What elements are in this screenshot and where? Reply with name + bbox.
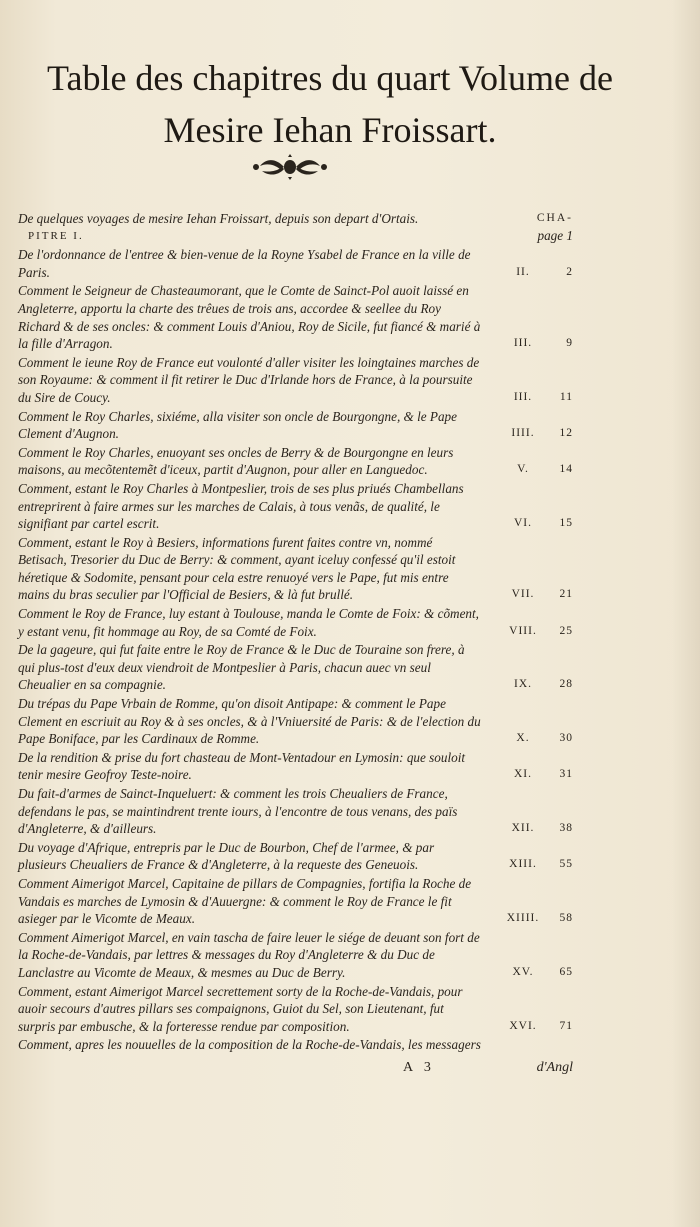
toc-entry — [18, 749, 573, 784]
toc-entry — [18, 785, 573, 838]
chapter-numeral: III. — [513, 337, 533, 350]
chapter-numeral: VIII. — [509, 624, 537, 637]
toc-entry-text: De quelques voyages de mesire Iehan Froissart, depuis son depart d'Ortais. — [18, 211, 419, 226]
toc-entry — [18, 444, 573, 479]
page-number: 30 — [559, 732, 573, 745]
page-number: 55 — [559, 858, 573, 871]
page-footer — [18, 1060, 573, 1082]
toc-entry — [18, 480, 573, 533]
toc-entry-number — [477, 766, 573, 784]
toc-entry-number — [477, 425, 573, 443]
toc-entry-text: Du trépas du Pape Vrbain de Romme, qu'on disoit Antipape: & comment le Pape Clement en escriuit au Roy & à ses oncles, & à l'Vniuersité de Paris: & de l'election du Pape Boniface, par les Cardinaux de Romme. — [18, 696, 481, 747]
toc-entry-text: Comment, apres les nouuelles de la composition de la Roche-de-Vandais, les messagers — [18, 1037, 481, 1053]
title-line-2: Mesire Iehan Froissart. — [163, 110, 497, 150]
page-number: 38 — [559, 822, 573, 835]
page-number: 14 — [559, 463, 573, 476]
page-number: 2 — [566, 265, 573, 278]
page-number: 28 — [559, 678, 573, 691]
toc-entry-number — [477, 335, 573, 353]
fleuron-ornament-icon — [250, 154, 330, 180]
toc-entry — [18, 929, 573, 982]
chapter-numeral: II. — [516, 265, 530, 278]
toc-entry-number — [477, 623, 573, 641]
toc-entry-text: Du voyage d'Afrique, entrepris par le Duc de Bourbon, Chef de l'armee, & par plusieurs Cheualiers de France & d'Angleterre, à la requeste des Geneuois. — [18, 839, 435, 873]
page-gutter-shadow — [672, 0, 700, 1227]
toc-entry — [18, 246, 573, 281]
toc-entry-number — [477, 1018, 573, 1036]
toc-entry-number — [477, 964, 573, 982]
catchword: d'Angl — [536, 1060, 573, 1075]
chapter-numeral: XI. — [513, 768, 532, 781]
toc-entry — [18, 1036, 573, 1054]
toc-entry-text: Comment le Roy Charles, enuoyant ses oncles de Berry & de Bourgongne en leurs maisons, au mecõtentemẽt d'iceux, partit d'Augnon, pour aller en Languedoc. — [18, 444, 454, 478]
page-number: 15 — [559, 517, 573, 530]
page-number: 25 — [559, 624, 573, 637]
toc-entry — [18, 641, 573, 694]
toc-entry — [18, 210, 573, 245]
toc-entry-text: Comment, estant le Roy Charles à Montpeslier, trois de ses plus priués Chambellans entreprirent à faire armes sur les marches de Calais, à tous venãs, de qualité, le signifiant par cartel escrit. — [18, 480, 464, 532]
signature-mark: A 3 — [403, 1060, 435, 1075]
toc-entry-text: Comment le ieune Roy de France eut voulonté d'aller visiter les loingtaines marches de son Royaume: & comment il fit retirer le Duc d'Irlande hors de France, à la poursuite du Sire de Coucy. — [18, 354, 480, 405]
chapter-numeral: XII. — [511, 822, 535, 835]
toc-entry-number — [477, 586, 573, 604]
page-number: 65 — [559, 965, 573, 978]
toc-entry-text: Comment, estant le Roy à Besiers, informations furent faites contre vn, nommé Betisach, Tresorier du Duc de Berry: & comment, ayant iceluy confessé qu'il estoit héretique & Sodomite, pensant pour cela estre renuoyé vers le Pape, fut mis entre mains du bras seculier par l'Official de Besiers, & là fut brullé. — [18, 534, 456, 603]
page-title — [20, 52, 640, 156]
toc-entry — [18, 354, 573, 407]
toc-entry-number — [477, 856, 573, 874]
chapter-label-continued: PITRE I. — [28, 229, 84, 242]
page-number: 12 — [559, 427, 573, 440]
page-number: 58 — [559, 912, 573, 925]
toc-entry-text: De l'ordonnance de l'entree & bien-venue de la Royne Ysabel de France en la ville de Paris. — [18, 247, 471, 280]
chapter-numeral: XV. — [512, 965, 534, 978]
toc-entry-number — [477, 264, 573, 282]
toc-entry-text: Comment Aimerigot Marcel, Capitaine de pillars de Compagnies, fortifia la Roche de Vandais es marches de Lymosin & d'Auuergne: & comment le Roy de France le fit asieger par le Vicomte de Meaux. — [18, 875, 472, 927]
toc-entry-text: Comment le Seigneur de Chasteaumorant, que le Comte de Sainct-Pol auoit laissé en Angleterre, apportu la charte des trêues de trois ans, accordee & seellee du Roy Richard & de ses oncles: & comment Louis d'Aniou, Roy de Sicile, fut fiancé & marié à la fille d'Arragon. — [18, 283, 481, 352]
chapter-numeral: IX. — [513, 678, 532, 691]
chapter-numeral: IIII. — [511, 427, 535, 440]
chapter-numeral: VI. — [513, 517, 532, 530]
toc-entry-number — [477, 730, 573, 748]
table-of-contents — [18, 210, 573, 1055]
toc-entry — [18, 983, 573, 1036]
toc-entry-text: De la rendition & prise du fort chasteau de Mont-Ventadour en Lymosin: que souloit tenir mesire Geofroy Teste-noire. — [18, 749, 466, 783]
chapter-numeral: XVI. — [509, 1019, 537, 1032]
toc-entry — [18, 875, 573, 928]
chapter-label: CHA- — [536, 212, 573, 224]
toc-entry-text: Du fait-d'armes de Sainct-Inqueluert: & comment les trois Cheualiers de France, defendans le pas, se maintindrent trente iours, à l'encontre de tous venans, des païs d'Angleterre, & d'ailleurs. — [18, 786, 458, 837]
page-label: page 1 — [537, 228, 573, 243]
toc-entry-number — [477, 515, 573, 533]
toc-entry-number — [477, 910, 573, 928]
toc-entry-number — [477, 820, 573, 838]
page-number: 71 — [559, 1019, 573, 1032]
toc-entry-text: Comment Aimerigot Marcel, en vain tascha de faire leuer le siége de deuant son fort de la Roche-de-Vandais, par lettres & messages du Roy d'Angleterre & du Duc de Lanclastre au Vicomte de Meaux, & mesmes au Duc de Berry. — [18, 929, 480, 980]
chapter-numeral: XIIII. — [506, 912, 540, 925]
toc-entry — [18, 408, 573, 443]
chapter-numeral: X. — [516, 732, 530, 745]
toc-entry-text: De la gageure, qui fut faite entre le Roy de France & le Duc de Touraine son frere, à qui plus-tost d'eux deux viendroit de Montpeslier à Paris, chacun auec vn seul Cheualier en sa compagnie. — [18, 642, 465, 693]
page-number: 31 — [559, 768, 573, 781]
toc-entry-number — [477, 389, 573, 407]
toc-entry — [18, 282, 573, 352]
toc-entry-number — [477, 676, 573, 694]
toc-entry-text: Comment le Roy de France, luy estant à Toulouse, manda le Comte de Foix: & cõment, y estant venu, fit hommage au Roy, de sa Comté de Foix. — [18, 606, 479, 639]
toc-entry — [18, 839, 573, 874]
toc-entry — [18, 534, 573, 604]
toc-entry — [18, 695, 573, 748]
toc-entry — [18, 605, 573, 640]
page-number: 11 — [559, 390, 573, 403]
toc-entry-number — [477, 461, 573, 479]
page-number: 9 — [566, 337, 573, 350]
toc-entry-text: Comment, estant Aimerigot Marcel secrettement sorty de la Roche-de-Vandais, pour auoir secours d'autres pillars ses compaignons, Guiot du Sel, son Lieutenant, fut surpris par embusche, & la forteresse rendue par composition. — [18, 983, 463, 1034]
chapter-numeral: III. — [513, 390, 533, 403]
chapter-numeral: V. — [517, 463, 529, 476]
chapter-numeral: XIII. — [509, 858, 537, 871]
page-number: 21 — [559, 588, 573, 601]
title-line-1: Table des chapitres du quart Volume de — [47, 58, 613, 98]
chapter-numeral: VII. — [511, 588, 535, 601]
toc-entry-text: Comment le Roy Charles, sixiéme, alla visiter son oncle de Bourgongne, & le Pape Clement d'Augnon. — [18, 408, 458, 442]
